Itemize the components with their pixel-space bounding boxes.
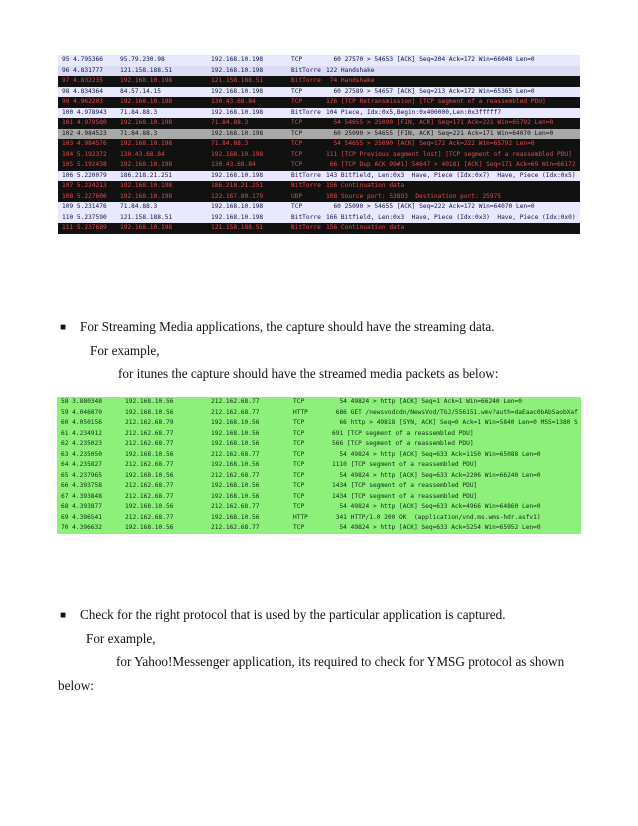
packet-capture-bittorrent [58, 55, 580, 234]
packet-number-time: 96 4.831777 [62, 66, 103, 74]
packet-source: 121.158.188.51 [120, 66, 173, 74]
packet-row[interactable] [58, 150, 580, 161]
packet-number-time: 99 4.962203 [62, 98, 103, 105]
packet-info: 54 49824 > http [ACK] Seq=1 Ack=1 Win=66240 Len=0 [332, 398, 522, 405]
packet-info: 54 49824 > http [ACK] Seq=633 Ack=1150 Win=65088 Len=0 [332, 450, 541, 458]
packet-destination: 212.162.68.77 [211, 398, 260, 405]
packet-destination: 212.162.68.77 [211, 408, 260, 416]
packet-destination: 71.84.88.3 [211, 140, 249, 147]
packet-row[interactable] [57, 429, 581, 440]
packet-number-time: 65 4.237965 [61, 471, 102, 479]
packet-info: 111 [TCP Previous segment lost] [TCP segment of a reassembled PDU] [326, 150, 572, 158]
packet-protocol: TCP [293, 440, 305, 447]
packet-source: 192.168.10.56 [125, 450, 174, 458]
packet-destination: 192.168.10.198 [211, 203, 264, 210]
packet-row[interactable] [57, 481, 581, 492]
bullet-icon: ■ [60, 610, 67, 621]
packet-number-time: 104 5.192372 [62, 150, 107, 158]
packet-capture-streaming [57, 397, 581, 534]
packet-number-time: 107 5.224213 [62, 182, 107, 189]
packet-row[interactable] [57, 502, 581, 513]
packet-info: 60 25090 > 54655 [FIN, ACK] Seq=221 Ack=171 Win=64070 Len=0 [326, 129, 554, 137]
packet-row[interactable] [58, 66, 580, 77]
packet-protocol: BitTorre [291, 182, 321, 189]
packet-row[interactable] [57, 397, 581, 408]
packet-source: 130.43.68.84 [120, 150, 165, 158]
packet-destination: 71.84.88.3 [211, 119, 249, 126]
packet-source: 212.162.68.79 [125, 419, 174, 426]
packet-destination: 121.158.188.51 [211, 77, 264, 84]
packet-number-time: 103 4.984576 [62, 140, 107, 147]
yahoo-example-text: for Yahoo!Messenger application, its required to check for YMSG protocol as shown [116, 654, 565, 669]
packet-destination: 192.168.10.198 [211, 87, 264, 95]
packet-number-time: 67 4.393848 [61, 492, 102, 500]
packet-info: 108 Source port: 53893 Destination port: 25975 [326, 192, 502, 200]
packet-row[interactable] [57, 439, 581, 450]
packet-number-time: 102 4.984523 [62, 129, 107, 137]
packet-row[interactable] [58, 129, 580, 140]
packet-row[interactable] [57, 523, 581, 534]
packet-number-time: 59 4.046870 [61, 408, 102, 416]
packet-protocol: TCP [291, 87, 303, 95]
below-text: below: [58, 678, 94, 693]
packet-info: 60 25090 > 54655 [ACK] Seq=222 Ack=172 Win=64070 Len=0 [326, 203, 535, 210]
packet-number-time: 109 5.231476 [62, 203, 107, 210]
packet-info: 1434 [TCP segment of a reassembled PDU] [332, 492, 478, 500]
packet-row[interactable] [57, 450, 581, 461]
packet-destination: 192.168.10.56 [211, 429, 260, 437]
packet-info: 156 Continuation data [326, 182, 405, 189]
packet-row[interactable] [58, 202, 580, 213]
packet-row[interactable] [57, 408, 581, 419]
packet-info: 54 49824 > http [ACK] Seq=633 Ack=4966 Win=64860 Len=0 [332, 503, 541, 510]
packet-destination: 192.168.10.56 [211, 419, 260, 426]
packet-info: 66 [TCP Dup ACK 99#1] 54647 > 40181 [ACK] Seq=171 Ack=69 Win=66172 [326, 161, 576, 168]
packet-number-time: 95 4.795366 [62, 56, 103, 63]
packet-info: 54 54655 > 25090 [ACK] Seq=172 Ack=222 Win=65792 Len=0 [326, 140, 535, 147]
packet-source: 192.168.10.198 [120, 77, 173, 84]
packet-info: 1434 [TCP segment of a reassembled PDU] [332, 482, 478, 489]
itunes-example-text: for itunes the capture should have the streamed media packets as below: [118, 366, 499, 381]
packet-info: 143 Bitfield, Len:0x3 Have, Piece (Idx:0x7) Have, Piece (Idx:0x5) [326, 171, 576, 179]
packet-row[interactable] [57, 471, 581, 482]
packet-destination: 186.218.21.251 [211, 182, 264, 189]
packet-destination: 192.168.10.56 [211, 482, 260, 489]
packet-number-time: 97 4.832235 [62, 77, 103, 84]
packet-source: 192.168.10.198 [120, 140, 173, 147]
packet-source: 212.162.68.77 [125, 461, 174, 468]
packet-info: 122 Handshake [326, 66, 375, 74]
packet-info: 66 http > 49818 [SYN, ACK] Seq=0 Ack=1 Win=5840 Len=0 MSS=1380 S [332, 419, 578, 426]
packet-source: 121.158.188.51 [120, 213, 173, 221]
packet-number-time: 105 5.192438 [62, 161, 107, 168]
packet-protocol: HTTP [293, 408, 308, 416]
packet-number-time: 101 4.979580 [62, 119, 107, 126]
packet-destination: 192.168.10.198 [211, 213, 264, 221]
packet-source: 192.168.10.56 [125, 524, 174, 531]
packet-info: 686 GET /newsvodcdn/NewsVod/TGJ/556151.wmv?auth=daEaac0bAbSaobXaf [332, 408, 578, 416]
packet-destination: 192.168.10.56 [211, 440, 260, 447]
packet-number-time: 98 4.834364 [62, 87, 103, 95]
packet-number-time: 61 4.234912 [61, 429, 102, 437]
packet-number-time: 60 4.050156 [61, 419, 102, 426]
packet-source: 71.84.88.3 [120, 108, 158, 116]
packet-source: 95.79.230.98 [120, 56, 165, 63]
packet-protocol: TCP [293, 492, 305, 500]
packet-protocol: TCP [293, 471, 305, 479]
packet-number-time: 63 4.235050 [61, 450, 102, 458]
packet-row[interactable] [58, 76, 580, 87]
packet-info: 156 Continuation data [326, 224, 405, 231]
packet-destination: 192.168.10.198 [211, 150, 264, 158]
packet-number-time: 64 4.235827 [61, 461, 102, 468]
packet-info: 691 [TCP segment of a reassembled PDU] [332, 429, 474, 437]
packet-protocol: TCP [293, 419, 305, 426]
bullet-icon: ■ [60, 322, 67, 333]
packet-number-time: 106 5.220079 [62, 171, 107, 179]
packet-number-time: 70 4.396632 [61, 524, 102, 531]
packet-protocol: TCP [291, 56, 303, 63]
packet-protocol: TCP [293, 450, 305, 458]
packet-destination: 212.162.68.77 [211, 503, 260, 510]
protocol-check-paragraph: Check for the right protocol that is used by the particular application is captured. [80, 607, 506, 622]
packet-source: 186.218.21.251 [120, 171, 173, 179]
packet-source: 192.168.10.56 [125, 471, 174, 479]
packet-source: 212.162.68.77 [125, 492, 174, 500]
packet-protocol: TCP [291, 119, 303, 126]
packet-source: 212.162.68.77 [125, 429, 174, 437]
packet-destination: 121.158.188.51 [211, 224, 264, 231]
packet-row[interactable] [58, 171, 580, 182]
packet-destination: 192.168.10.198 [211, 66, 264, 74]
packet-info: 566 [TCP segment of a reassembled PDU] [332, 440, 474, 447]
packet-protocol: TCP [291, 203, 303, 210]
packet-number-time: 66 4.393758 [61, 482, 102, 489]
packet-row[interactable] [58, 139, 580, 150]
streaming-media-paragraph: For Streaming Media applications, the capture should have the streaming data. [80, 319, 495, 334]
packet-row[interactable] [58, 87, 580, 98]
packet-row[interactable] [58, 223, 580, 234]
packet-destination: 192.168.10.56 [211, 492, 260, 500]
packet-protocol: TCP [293, 398, 305, 405]
packet-protocol: TCP [293, 503, 305, 510]
packet-protocol: BitTorre [291, 77, 321, 84]
packet-info: 54 54655 > 25090 [FIN, ACK] Seq=171 Ack=221 Win=65792 Len=0 [326, 119, 554, 126]
packet-destination: 212.162.68.77 [211, 524, 260, 531]
packet-destination: 192.168.10.56 [211, 461, 260, 468]
packet-number-time: 68 4.393877 [61, 503, 102, 510]
packet-protocol: TCP [291, 140, 303, 147]
packet-info: 60 27589 > 54657 [ACK] Seq=213 Ack=172 Win=65365 Len=0 [326, 87, 535, 95]
packet-info: 176 [TCP Retransmission] [TCP segment of a reassembled PDU] [326, 98, 546, 105]
packet-row[interactable] [57, 513, 581, 524]
packet-protocol: BitTorre [291, 66, 321, 74]
packet-source: 192.168.10.198 [120, 161, 173, 168]
packet-source: 192.168.10.198 [120, 224, 173, 231]
packet-info: 54 49824 > http [ACK] Seq=633 Ack=2206 Win=66240 Len=0 [332, 471, 541, 479]
packet-row[interactable] [58, 192, 580, 203]
packet-number-time: 111 5.237689 [62, 224, 107, 231]
packet-destination: 192.168.10.198 [211, 171, 264, 179]
packet-protocol: UDP [291, 192, 303, 200]
packet-row[interactable] [58, 160, 580, 171]
packet-protocol: BitTorre [291, 213, 321, 221]
packet-destination: 212.162.68.77 [211, 450, 260, 458]
packet-source: 192.168.10.198 [120, 192, 173, 200]
packet-row[interactable] [58, 97, 580, 108]
packet-info: 104 Piece, Idx:0x5,Begin:0x400000,Len:0x3fffff7 [326, 108, 502, 116]
packet-number-time: 62 4.235023 [61, 440, 102, 447]
packet-destination: 192.168.10.198 [211, 108, 264, 116]
packet-destination: 122.167.80.179 [211, 192, 264, 200]
packet-protocol: HTTP [293, 513, 308, 521]
packet-source: 212.162.68.77 [125, 513, 174, 521]
packet-source: 71.84.88.3 [120, 129, 158, 137]
packet-row[interactable] [58, 55, 580, 66]
packet-source: 71.84.88.3 [120, 203, 158, 210]
packet-row[interactable] [58, 181, 580, 192]
packet-protocol: TCP [291, 129, 303, 137]
packet-number-time: 108 5.227606 [62, 192, 107, 200]
packet-source: 212.162.68.77 [125, 440, 174, 447]
packet-protocol: TCP [293, 524, 305, 531]
packet-source: 192.168.10.198 [120, 182, 173, 189]
packet-source: 84.57.14.15 [120, 87, 161, 95]
packet-source: 192.168.10.56 [125, 408, 174, 416]
packet-row[interactable] [58, 213, 580, 224]
packet-protocol: TCP [293, 429, 305, 437]
packet-source: 212.162.68.77 [125, 482, 174, 489]
packet-protocol: TCP [291, 150, 303, 158]
packet-row[interactable] [58, 108, 580, 119]
packet-number-time: 69 4.396541 [61, 513, 102, 521]
packet-destination: 192.168.10.56 [211, 513, 260, 521]
packet-source: 192.168.10.56 [125, 398, 174, 405]
packet-row[interactable] [58, 118, 580, 129]
packet-protocol: BitTorre [291, 108, 321, 116]
packet-source: 192.168.10.198 [120, 119, 173, 126]
packet-source: 192.168.10.198 [120, 98, 173, 105]
packet-protocol: TCP [293, 482, 305, 489]
packet-source: 192.168.10.56 [125, 503, 174, 510]
packet-info: 60 27570 > 54653 [ACK] Seq=204 Ack=172 Win=66048 Len=0 [326, 56, 535, 63]
packet-protocol: TCP [291, 161, 303, 168]
packet-row[interactable] [57, 492, 581, 503]
for-example-label: For example, [90, 343, 160, 358]
packet-protocol: TCP [293, 461, 305, 468]
packet-protocol: BitTorre [291, 171, 321, 179]
packet-number-time: 110 5.237590 [62, 213, 107, 221]
for-example-label: For example, [86, 631, 156, 646]
packet-info: 166 Bitfield, Len:0x3 Have, Piece (Idx:0x3) Have, Piece (Idx:0x0) [326, 213, 576, 221]
packet-destination: 130.43.68.84 [211, 98, 256, 105]
packet-destination: 192.168.10.198 [211, 56, 264, 63]
packet-destination: 192.168.10.198 [211, 129, 264, 137]
packet-destination: 212.162.68.77 [211, 471, 260, 479]
packet-info: 54 49824 > http [ACK] Seq=633 Ack=5254 Win=65952 Len=0 [332, 524, 541, 531]
packet-info: 1110 [TCP segment of a reassembled PDU] [332, 461, 478, 468]
packet-number-time: 58 3.880348 [61, 398, 102, 405]
packet-protocol: BitTorre [291, 224, 321, 231]
packet-info: 74 Handshake [326, 77, 375, 84]
packet-destination: 130.43.68.84 [211, 161, 256, 168]
packet-info: 341 HTTP/1.0 200 OK (application/vnd.ms.wms-hdr.asfv1) [332, 513, 541, 521]
packet-row[interactable] [57, 418, 581, 429]
packet-number-time: 100 4.978943 [62, 108, 107, 116]
packet-row[interactable] [57, 460, 581, 471]
packet-protocol: TCP [291, 98, 303, 105]
